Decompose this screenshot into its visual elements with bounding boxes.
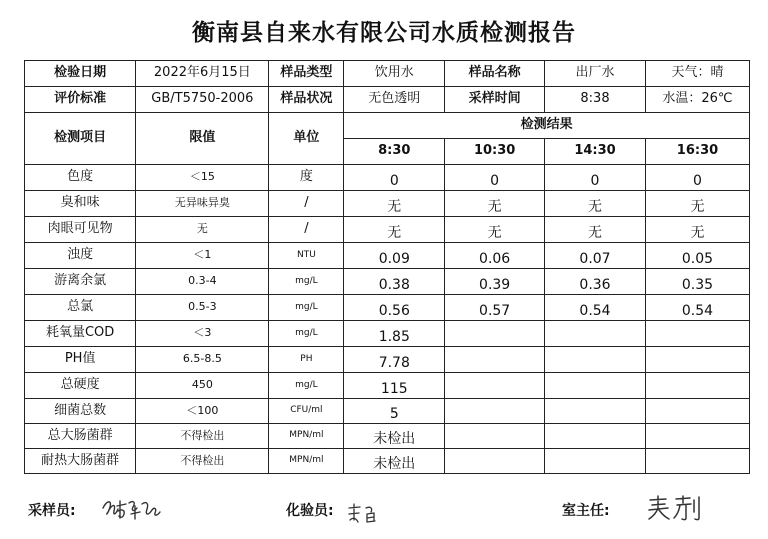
result-14-30 [545, 424, 646, 449]
time-header: 16:30 [645, 139, 749, 165]
result-14-30 [545, 321, 646, 347]
limit-value: 无 [136, 217, 269, 243]
result-8-30: 未检出 [344, 424, 445, 449]
limit-value: ＜15 [136, 165, 269, 191]
result-14-30: 无 [545, 217, 646, 243]
unit-value: mg/L [269, 295, 344, 321]
result-10-30: 0.39 [445, 269, 545, 295]
inspector-label: 化验员: [286, 503, 334, 519]
result-16-30: 0.35 [645, 269, 749, 295]
result-8-30: 115 [344, 373, 445, 399]
limit-header: 限值 [136, 113, 269, 165]
header-row-1 [25, 113, 750, 139]
water-temperature: 水温：26℃ [645, 87, 749, 113]
result-16-30 [645, 321, 749, 347]
limit-value: ＜1 [136, 243, 269, 269]
result-16-30: 无 [645, 217, 749, 243]
table-row [25, 373, 750, 399]
table-row [25, 295, 750, 321]
result-16-30: 0 [645, 165, 749, 191]
unit-value: mg/L [269, 321, 344, 347]
time-header: 14:30 [545, 139, 646, 165]
unit-value: / [269, 191, 344, 217]
result-8-30: 未检出 [344, 449, 445, 474]
item-name: 耗氧量COD [25, 321, 136, 347]
item-name: PH值 [25, 347, 136, 373]
table-row [25, 449, 750, 474]
limit-value: ＜3 [136, 321, 269, 347]
result-14-30: 0.54 [545, 295, 646, 321]
item-name: 总大肠菌群 [25, 424, 136, 449]
result-8-30: 0.09 [344, 243, 445, 269]
result-14-30 [545, 399, 646, 424]
result-rows [25, 165, 750, 474]
item-name: 臭和味 [25, 191, 136, 217]
result-10-30: 无 [445, 191, 545, 217]
result-10-30 [445, 449, 545, 474]
sample-type-label: 样品类型 [269, 61, 344, 87]
result-8-30: 0.56 [344, 295, 445, 321]
unit-value: MPN/ml [269, 449, 344, 474]
water-quality-table [24, 60, 750, 474]
limit-value: 0.3-4 [136, 269, 269, 295]
director-label: 室主任: [562, 503, 610, 519]
result-16-30 [645, 347, 749, 373]
result-14-30: 0 [545, 165, 646, 191]
result-8-30: 5 [344, 399, 445, 424]
result-10-30 [445, 347, 545, 373]
result-14-30: 0.07 [545, 243, 646, 269]
info-row-2 [25, 87, 750, 113]
limit-value: 无异味异臭 [136, 191, 269, 217]
time-header: 8:30 [344, 139, 445, 165]
sample-state-value: 无色透明 [344, 87, 445, 113]
result-14-30 [545, 449, 646, 474]
sample-name-value: 出厂水 [545, 61, 646, 87]
date-value: 2022年6月15日 [136, 61, 269, 87]
unit-value: / [269, 217, 344, 243]
table-row [25, 269, 750, 295]
result-8-30: 0.38 [344, 269, 445, 295]
sample-name-label: 样品名称 [445, 61, 545, 87]
result-16-30: 无 [645, 191, 749, 217]
item-name: 游离余氯 [25, 269, 136, 295]
limit-value: 不得检出 [136, 449, 269, 474]
item-name: 浊度 [25, 243, 136, 269]
item-header: 检测项目 [25, 113, 136, 165]
table-row [25, 217, 750, 243]
result-8-30: 7.78 [344, 347, 445, 373]
item-name: 肉眼可见物 [25, 217, 136, 243]
result-10-30 [445, 373, 545, 399]
limit-value: 0.5-3 [136, 295, 269, 321]
result-16-30 [645, 449, 749, 474]
table-row [25, 165, 750, 191]
unit-value: 度 [269, 165, 344, 191]
sample-state-label: 样品状况 [269, 87, 344, 113]
date-label: 检验日期 [25, 61, 136, 87]
result-16-30 [645, 424, 749, 449]
limit-value: 450 [136, 373, 269, 399]
result-10-30 [445, 399, 545, 424]
time-header: 10:30 [445, 139, 545, 165]
weather: 天气：晴 [645, 61, 749, 87]
inspector-signature [346, 502, 386, 526]
limit-value: 6.5-8.5 [136, 347, 269, 373]
result-8-30: 1.85 [344, 321, 445, 347]
table-row [25, 424, 750, 449]
result-10-30 [445, 424, 545, 449]
unit-value: mg/L [269, 373, 344, 399]
result-8-30: 无 [344, 217, 445, 243]
result-10-30 [445, 321, 545, 347]
result-16-30: 0.05 [645, 243, 749, 269]
unit-header: 单位 [269, 113, 344, 165]
sampling-time-label: 采样时间 [445, 87, 545, 113]
sample-type-value: 饮用水 [344, 61, 445, 87]
table-row [25, 347, 750, 373]
unit-value: CFU/ml [269, 399, 344, 424]
result-10-30: 0.06 [445, 243, 545, 269]
result-16-30: 0.54 [645, 295, 749, 321]
report-title: 衡南县自来水有限公司水质检测报告 [192, 20, 576, 46]
item-name: 细菌总数 [25, 399, 136, 424]
unit-value: PH [269, 347, 344, 373]
result-14-30 [545, 373, 646, 399]
table-row [25, 399, 750, 424]
result-14-30: 0.36 [545, 269, 646, 295]
result-8-30: 0 [344, 165, 445, 191]
result-8-30: 无 [344, 191, 445, 217]
item-name: 总氯 [25, 295, 136, 321]
unit-value: NTU [269, 243, 344, 269]
item-name: 色度 [25, 165, 136, 191]
results-header: 检测结果 [344, 113, 750, 139]
item-name: 耐热大肠菌群 [25, 449, 136, 474]
sampler-label: 采样员: [28, 503, 76, 519]
result-14-30 [545, 347, 646, 373]
result-16-30 [645, 373, 749, 399]
sampler-signature [100, 494, 164, 524]
standard-value: GB/T5750-2006 [136, 87, 269, 113]
result-10-30: 0.57 [445, 295, 545, 321]
standard-label: 评价标准 [25, 87, 136, 113]
unit-value: mg/L [269, 269, 344, 295]
result-10-30: 0 [445, 165, 545, 191]
unit-value: MPN/ml [269, 424, 344, 449]
table-row [25, 243, 750, 269]
table-row [25, 191, 750, 217]
limit-value: ＜100 [136, 399, 269, 424]
director-signature [646, 494, 704, 522]
item-name: 总硬度 [25, 373, 136, 399]
info-row-1 [25, 61, 750, 87]
result-14-30: 无 [545, 191, 646, 217]
result-10-30: 无 [445, 217, 545, 243]
sampling-time-value: 8:38 [545, 87, 646, 113]
result-16-30 [645, 399, 749, 424]
limit-value: 不得检出 [136, 424, 269, 449]
table-row [25, 321, 750, 347]
